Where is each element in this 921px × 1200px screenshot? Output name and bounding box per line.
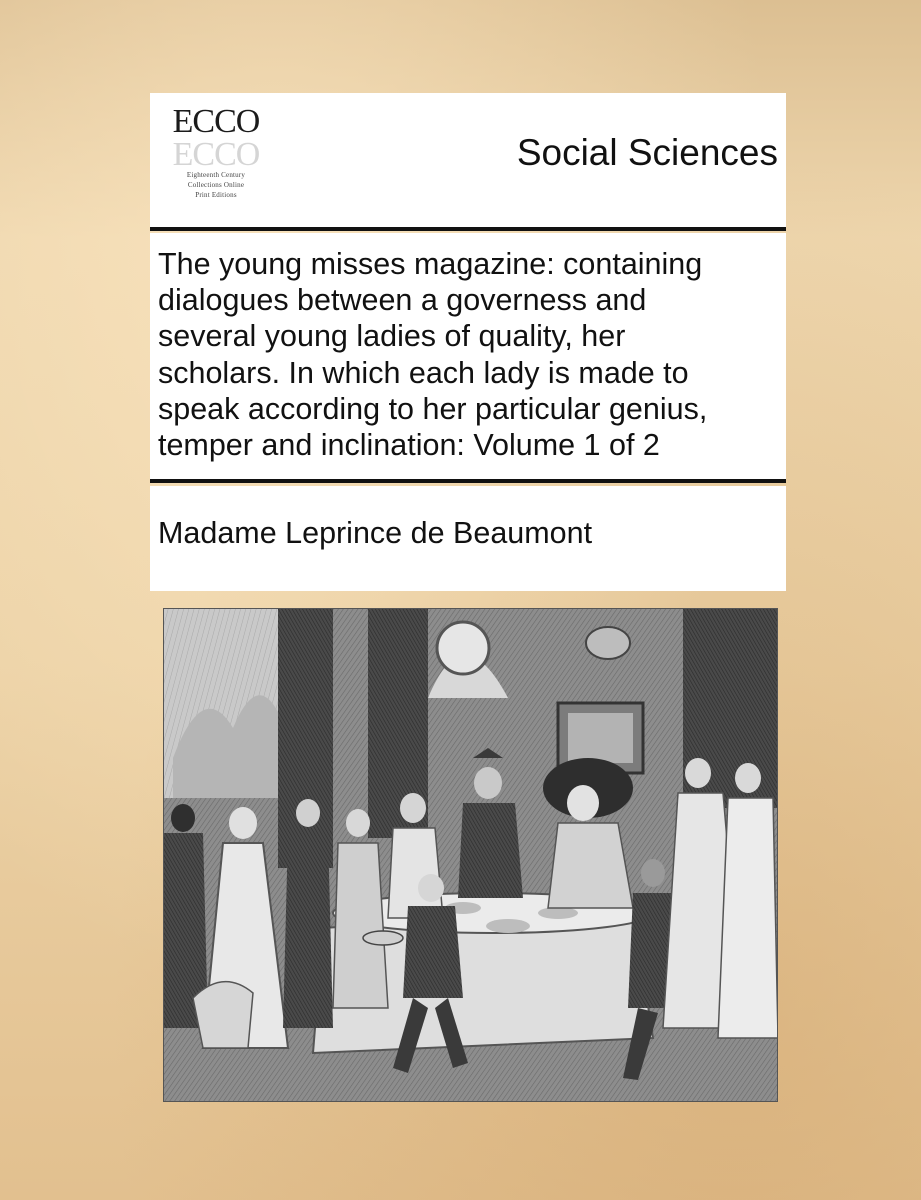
ecco-logo-letters: ECCO [172,103,260,140]
ecco-logo-caption-1: Eighteenth Century [186,171,246,179]
series-category: Social Sciences [516,132,778,173]
book-title [158,246,782,463]
book-title-line: scholars. In which each lady is made to [158,355,689,390]
author-name: Madame Leprince de Beaumont [158,516,593,550]
title-divider [150,479,786,483]
book-title-line: The young misses magazine: containing [158,247,703,281]
book-title-line: temper and inclination: Volume 1 of 2 [158,428,660,463]
book-title-line: dialogues between a governess and [158,283,647,318]
ecco-logo [168,104,264,216]
ecco-logo-caption-2: Collections Online [187,181,245,189]
ecco-logo-caption-3: Print Editions [195,191,237,199]
book-title-line: several young ladies of quality, her [158,319,626,354]
ecco-logo-reflection: ECCO [172,136,260,173]
engraving-illustration [163,608,778,1102]
book-title-line: speak according to her particular genius, [158,391,708,426]
header-divider [150,227,786,231]
